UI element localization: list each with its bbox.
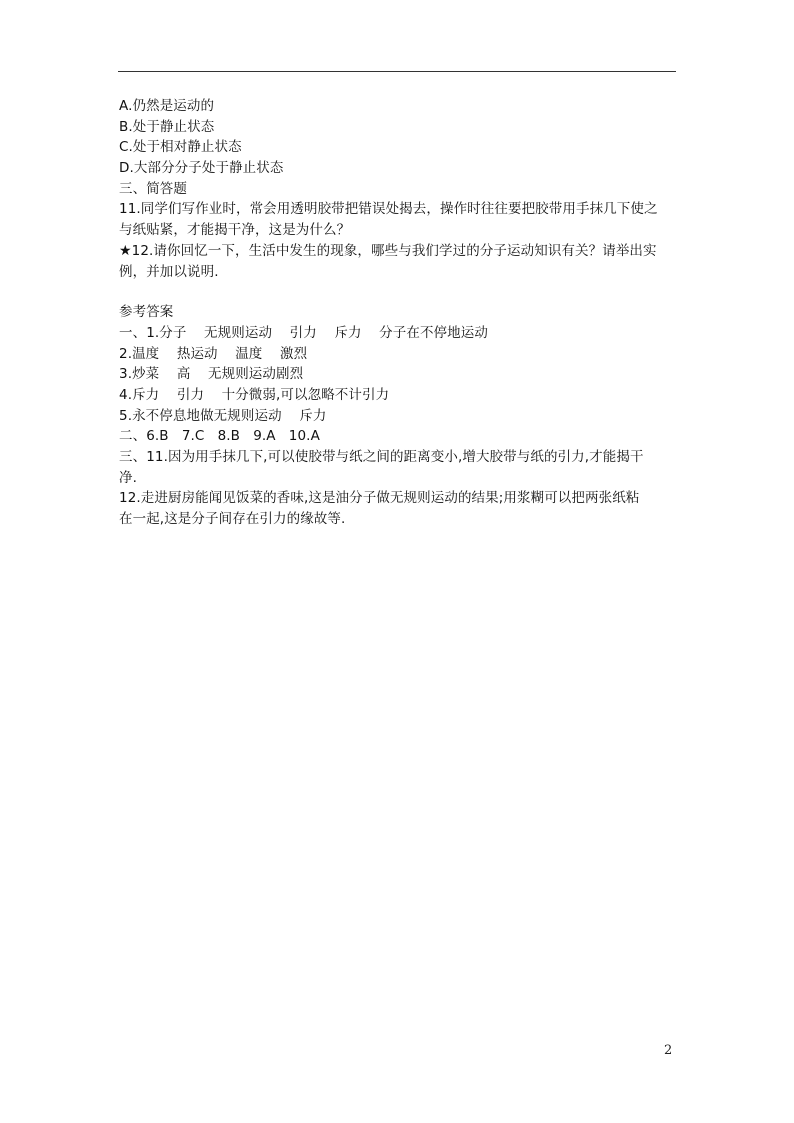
- answer-line-5: 5.永不停息地做无规则运动 斥力: [119, 407, 327, 424]
- answers-title: 参考答案: [119, 304, 174, 321]
- answer-line-4: 4.斥力 引力 十分微弱,可以忽略不计引力: [119, 386, 390, 403]
- option-b: B.处于静止状态: [119, 118, 215, 135]
- question-12-line-2: 例，并加以说明.: [119, 263, 219, 280]
- option-d: D.大部分分子处于静止状态: [119, 160, 284, 177]
- question-12-line-1: [119, 241, 679, 262]
- question-12-text: 12.请你回忆一下，生活中发生的现象，哪些与我们学过的分子运动知识有关？请举出实: [131, 242, 657, 259]
- section-three-title: 三、简答题: [119, 180, 187, 197]
- page-number: 2: [664, 1043, 673, 1058]
- answer-line-2: 2.温度 热运动 温度 激烈: [119, 345, 308, 362]
- document-body: [119, 96, 679, 530]
- answer-12-line-2: 在一起,这是分子间存在引力的缘故等.: [119, 511, 346, 528]
- answer-line-3: 3.炒菜 高 无规则运动剧烈: [119, 366, 304, 383]
- answer-line-6: 二、6.B 7.C 8.B 9.A 10.A: [119, 428, 320, 445]
- star-icon: ★: [119, 242, 132, 259]
- header-rule: [118, 71, 676, 72]
- option-c: C.处于相对静止状态: [119, 139, 242, 156]
- question-11-line-2: 与纸贴紧，才能揭干净，这是为什么？: [119, 222, 351, 239]
- option-a: A.仍然是运动的: [119, 98, 215, 114]
- spacer: [119, 282, 679, 302]
- question-11-line-1: 11.同学们写作业时，常会用透明胶带把错误处揭去，操作时往往要把胶带用手抹几下使之: [119, 201, 658, 218]
- answer-line-1: 一、1.分子 无规则运动 引力 斥力 分子在不停地运动: [119, 324, 488, 341]
- answer-11-line-2: 净.: [119, 469, 137, 486]
- answer-12-line-1: 12.走进厨房能闻见饭菜的香味,这是油分子做无规则运动的结果;用浆糊可以把两张纸粘: [119, 490, 640, 507]
- answer-11-line-1: 三、11.因为用手抹几下,可以使胶带与纸之间的距离变小,增大胶带与纸的引力,才能揭干: [119, 449, 644, 465]
